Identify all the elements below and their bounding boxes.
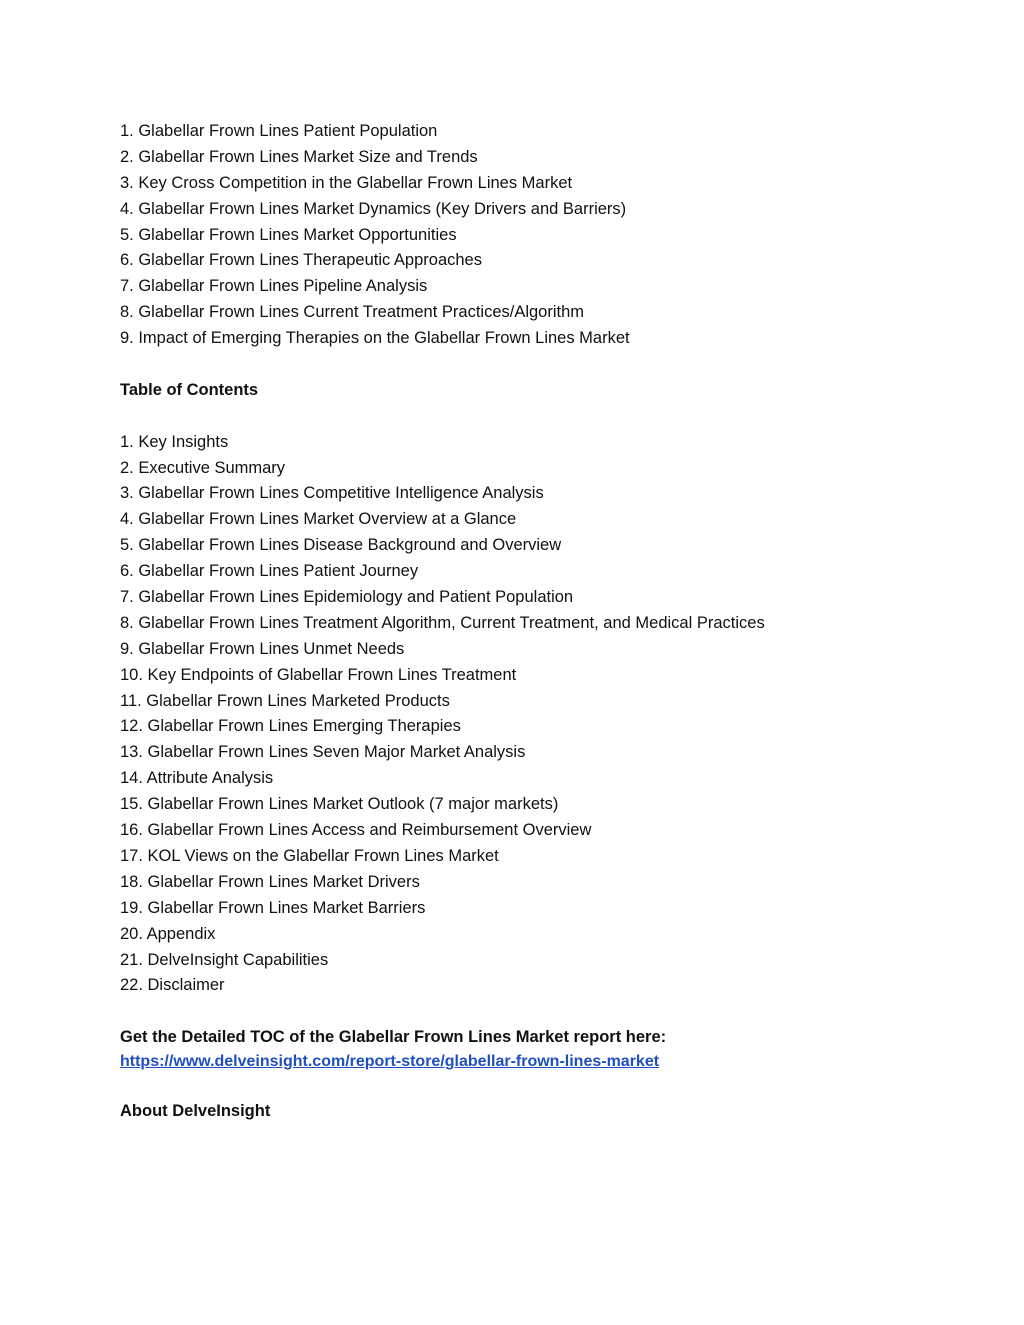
document-page: [120, 119, 980, 1125]
list-item: 14. Attribute Analysis: [120, 769, 274, 788]
list-item: 6. Glabellar Frown Lines Therapeutic Approaches: [120, 251, 482, 270]
list-item: 22. Disclaimer: [120, 976, 225, 995]
table-of-contents-list: [120, 430, 980, 1000]
list-item: 9. Glabellar Frown Lines Unmet Needs: [120, 639, 405, 658]
list-item: 21. DelveInsight Capabilities: [120, 950, 329, 969]
toc-heading: Table of Contents: [120, 380, 259, 399]
spacer: [120, 404, 980, 430]
report-store-link[interactable]: https://www.delveinsight.com/report-store/glabellar-frown-lines-market: [120, 1053, 660, 1071]
list-item: 4. Glabellar Frown Lines Market Overview at a Glance: [120, 510, 517, 529]
detailed-toc-prompt: Get the Detailed TOC of the Glabellar Frown Lines Market report here:: [120, 1028, 667, 1047]
list-item: 18. Glabellar Frown Lines Market Drivers: [120, 872, 420, 891]
list-item: 2. Executive Summary: [120, 458, 286, 477]
list-item: 7. Glabellar Frown Lines Epidemiology and Patient Population: [120, 588, 574, 607]
list-item: 8. Glabellar Frown Lines Treatment Algorithm, Current Treatment, and Medical Practices: [120, 613, 765, 632]
list-item: 9. Impact of Emerging Therapies on the Glabellar Frown Lines Market: [120, 329, 630, 348]
spacer: [120, 1073, 980, 1099]
list-item: 15. Glabellar Frown Lines Market Outlook (7 major markets): [120, 795, 559, 814]
list-item: 1. Key Insights: [120, 432, 229, 451]
list-item: 1. Glabellar Frown Lines Patient Population: [120, 122, 438, 140]
list-item: 10. Key Endpoints of Glabellar Frown Lines Treatment: [120, 665, 517, 684]
list-item: 8. Glabellar Frown Lines Current Treatment Practices/Algorithm: [120, 303, 585, 322]
list-item: 20. Appendix: [120, 924, 216, 943]
list-item: 19. Glabellar Frown Lines Market Barriers: [120, 898, 426, 917]
list-item: 5. Glabellar Frown Lines Disease Background and Overview: [120, 536, 562, 555]
list-item: 2. Glabellar Frown Lines Market Size and Trends: [120, 147, 478, 166]
spacer: [120, 999, 980, 1025]
list-item: 3. Key Cross Competition in the Glabellar Frown Lines Market: [120, 173, 573, 192]
list-item: 7. Glabellar Frown Lines Pipeline Analysis: [120, 277, 428, 296]
list-item: 3. Glabellar Frown Lines Competitive Intelligence Analysis: [120, 484, 544, 503]
list-item: 11. Glabellar Frown Lines Marketed Products: [120, 691, 450, 710]
about-heading: About DelveInsight: [120, 1101, 271, 1120]
list-item: 6. Glabellar Frown Lines Patient Journey: [120, 562, 419, 581]
list-item: 17. KOL Views on the Glabellar Frown Lines Market: [120, 846, 499, 865]
list-item: 12. Glabellar Frown Lines Emerging Therapies: [120, 717, 461, 736]
spacer: [120, 352, 980, 378]
list-item: 5. Glabellar Frown Lines Market Opportunities: [120, 225, 457, 244]
list-item: 13. Glabellar Frown Lines Seven Major Market Analysis: [120, 743, 526, 762]
report-highlights-list: [120, 119, 980, 352]
list-item: 4. Glabellar Frown Lines Market Dynamics (Key Drivers and Barriers): [120, 199, 627, 218]
list-item: 16. Glabellar Frown Lines Access and Reimbursement Overview: [120, 821, 592, 840]
